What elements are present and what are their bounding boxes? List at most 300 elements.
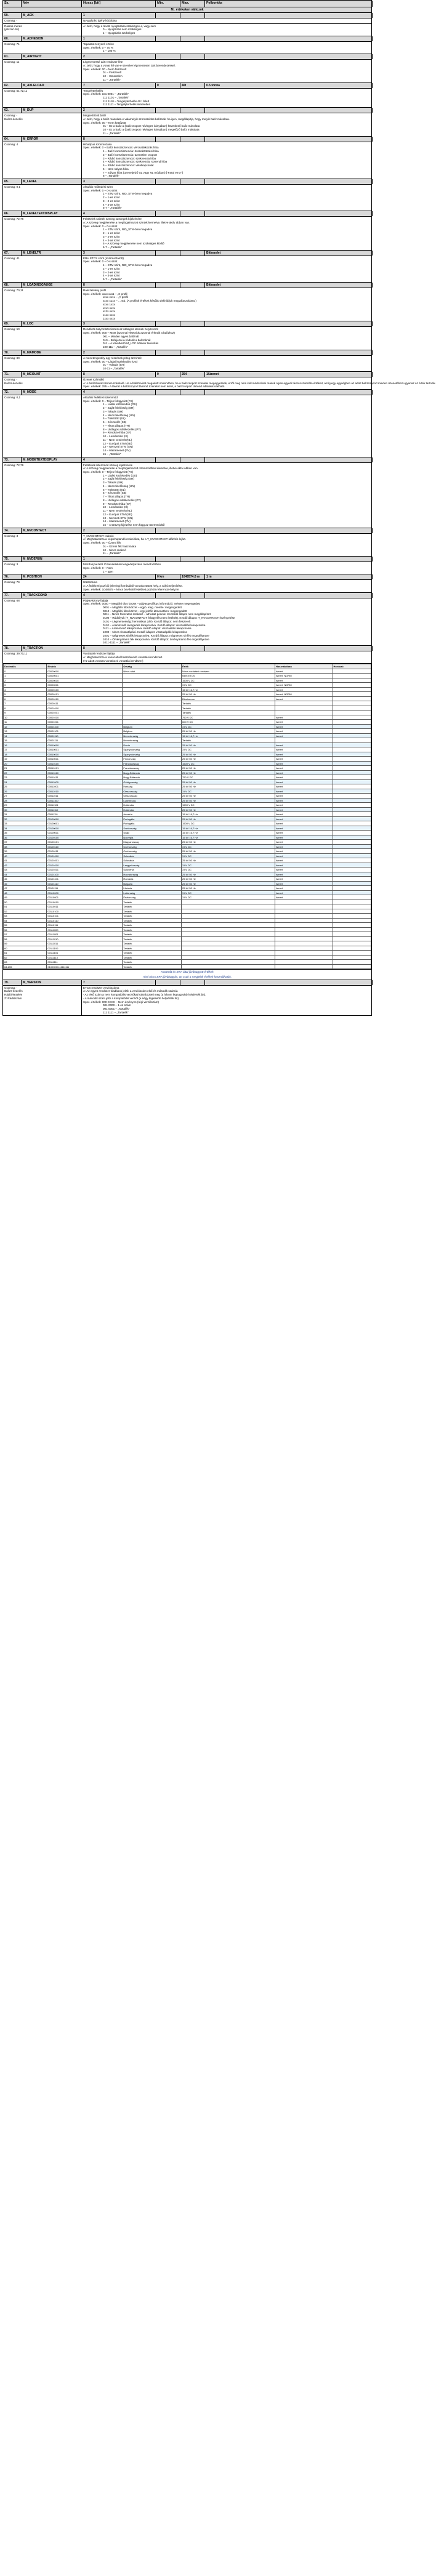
traction-cell: 00100001 [47,821,123,826]
traction-col-header: Decimális [4,664,47,669]
traction-cell: Ismert [275,872,333,877]
variable-length: 1 [82,557,156,561]
col-max: Max. [180,1,205,7]
traction-cell: 26 [4,789,47,794]
description-line: xx1x xxxx [103,310,115,313]
traction-cell: 45 [4,877,47,882]
traction-cell: 46 [4,881,47,886]
traction-cell: 00101001 [47,858,123,863]
traction-cell [182,955,275,960]
traction-row [4,900,371,904]
description-line: A: A szöveg megjelenése a megfogalmazott szintek kiemelve, illetve aktív abban van. [83,220,190,224]
description-line: Légmentessé zárt rendszer léte [83,60,123,64]
traction-cell: 23 [4,775,47,780]
traction-row [4,761,371,766]
traction-cell: Ismert [275,863,333,867]
traction-cell: 00001111 [47,738,123,743]
variable-length: 24 [82,574,156,579]
traction-row [4,752,371,757]
traction-cell: Ismert [275,886,333,891]
variable-resolution [205,321,373,326]
variable-number: 76. [3,574,22,579]
traction-cell [333,923,371,928]
description-line: 1 – Látási közlekedés (OS) [103,403,137,406]
traction-cell: Ismert [275,826,333,831]
variable-max [180,457,205,462]
variable-title-row [3,13,371,18]
variable-length: 8 [82,646,156,651]
traction-row [4,747,371,752]
traction-cell: Románia [123,877,182,882]
traction-cell [275,941,333,946]
traction-cell: 00011110 [47,807,123,812]
traction-row [4,729,371,734]
variable-description [82,142,373,179]
variable-item [2,980,372,1016]
variable-detail-row [3,985,371,1015]
variable-description [82,24,373,36]
traction-cell: 00101000 [47,853,123,858]
traction-cell [333,914,371,919]
traction-cell: Tartalék [123,951,182,956]
description-line: 4 – Rádió konszisztencia: szekvencia, sorrend hiba [103,160,168,164]
traction-cell [275,927,333,932]
traction-cell: 3 kV DC [182,747,275,752]
variable-name: M_MODETEXTDISPLAY [22,457,82,462]
traction-cell: Lengyelország [123,863,182,867]
traction-cell: Ismert [275,798,333,803]
description-line: Aktuális működési szint [83,185,113,188]
traction-cell: Bulgária [123,881,182,886]
variable-max [180,251,205,256]
traction-col-header: Hordozó [333,664,371,669]
traction-cell: 51 [4,904,47,909]
traction-cell: Észtország [123,895,182,900]
traction-cell [182,932,275,937]
traction-cell: Tartalék [123,914,182,919]
variable-title-row [3,36,371,41]
traction-row [4,775,371,780]
variable-length: 1 [82,13,156,18]
traction-cell: Spanyolország [123,747,182,752]
traction-cell [275,918,333,923]
traction-cell: 63 [4,960,47,965]
traction-cell: Ismert [275,757,333,762]
traction-cell [275,936,333,941]
traction-cell [275,904,333,909]
variable-name: M_LEVEL [22,179,82,184]
traction-cell: 54 [4,918,47,923]
variable-number: 79. [3,980,22,985]
description-line: ERH ETCS szint (származtatott) [83,256,124,260]
traction-cell: Ismert [275,831,333,835]
traction-cell: 00011111 [47,812,123,817]
description-line: 7 – Tiltott állapot (TR) [103,495,130,499]
traction-cell: 34 [4,826,47,831]
traction-cell: 25 kV 50 Hz [182,840,275,845]
traction-cell [275,955,333,960]
variable-name: M_NVCONTACT [22,528,82,533]
variable-item [2,283,372,322]
description-line: 13 – Nemzeti STM (SN) [103,516,133,520]
description-line: Spec. értékek: 1048575 – Nincs bevihető fedélzeti pozíció referencia-helyzet [83,587,179,591]
traction-cell: 1500 V DC [182,678,275,683]
traction-row [4,794,371,799]
traction-cell [123,710,182,715]
variable-description [82,288,373,321]
traction-cell: 64-255 [4,964,47,969]
variable-number: 67. [3,251,22,256]
traction-cell [333,844,371,849]
description-line: 10 – Lemásolás (IS) [103,435,129,438]
traction-cell [182,946,275,951]
traction-cell: Ismert [275,669,333,674]
description-line: 001 – Minden egyes balíznál [103,334,139,338]
variable-item [2,528,372,557]
traction-cell [182,923,275,928]
variable-title-row [3,251,371,256]
traction-cell [333,886,371,891]
description-line: 15 – „Tartalék” [103,452,121,456]
traction-cell: Ismert [275,895,333,900]
variable-name: M_NVDERUN [22,557,82,561]
traction-cell: Ismert [275,678,333,683]
variable-max [180,36,205,41]
description-line: 2 – 1-es szint [103,231,120,235]
traction-cell [333,881,371,886]
variable-detail-row [3,561,371,574]
traction-cell: Ismert, NORM [275,683,333,688]
traction-cell: Németország [123,733,182,738]
description-line: 1 – Balíz konszisztencia: összeköttetési hiba [103,150,159,153]
variable-packet-info: Csomag: 50 [3,327,82,349]
traction-cell [333,752,371,757]
traction-cell: 59 [4,941,47,946]
traction-cell: Norvégia [123,835,182,840]
description-line: 9 – Rendszerhiba (SF) [103,431,132,435]
variable-resolution: 1 m [205,574,373,579]
variable-description [82,42,373,54]
description-line: Aktuális fedélzeti üzemmód [83,396,118,400]
traction-cell: Ismert [275,840,333,845]
traction-cell [123,701,182,706]
traction-cell: Svájc [123,831,182,835]
traction-cell: 27 [4,794,47,799]
description-line: 1 – Nyugtázás szükséges [103,31,135,35]
traction-cell: 00011001 [47,784,123,789]
traction-cell: Ismert [275,775,333,780]
traction-cell [333,890,371,895]
traction-cell: 00000010 [47,678,123,683]
traction-cell: 1500 V DC [182,803,275,808]
traction-cell: 55 [4,923,47,928]
variable-item [2,83,372,108]
variable-number: 60. [3,36,22,41]
description-line: 5-7 – „Tartalék” [103,278,122,281]
traction-cell: 7 [4,701,47,706]
variable-title-row [3,83,371,88]
description-line: 01 – Tolatás (SH) [103,363,125,367]
traction-cell: 00001101 [47,729,123,734]
traction-cell: 00000100 [47,687,123,692]
description-line: Spec. értékek: 000 – Most (azonnal vétetniük azonnal érkezik a balízhoz) [83,331,175,335]
variable-item [2,54,372,83]
traction-cell: Tartalék [182,738,275,743]
variable-name: M_VERSION [22,980,82,985]
variable-packet-info: Csomag: 41 [3,256,82,282]
variable-length: 1 [82,36,156,41]
description-line: Spec. értékek: 00 – Nem kettőzött [83,121,126,124]
traction-cell: 00111010 [47,936,123,941]
traction-cell: 3 [4,683,47,688]
variable-packet-info: Csomag: 51,72,11 [3,89,82,108]
traction-cell: 13 [4,729,47,734]
traction-cell: Tartalék [182,701,275,706]
description-line: 4 – 3-as szint [103,203,120,206]
variable-resolution: 0.5 tonna [205,83,373,88]
variable-resolution: Bitkezelet [205,251,373,256]
traction-row [4,683,371,688]
traction-row [4,863,371,867]
traction-cell [333,904,371,909]
traction-cell: 00110000 [47,890,123,895]
variable-max [180,179,205,184]
traction-cell [333,674,371,678]
traction-cell: Portugália [123,821,182,826]
traction-row [4,904,371,909]
description-line: 3 – 2-es szint [103,235,120,238]
traction-cell: Ismert [275,890,333,895]
traction-row [4,941,371,946]
description-line: 3 – 2-es szint [103,270,120,274]
variable-resolution [205,137,373,142]
description-line: 13 – Nemzeti STM (SN) [103,445,133,449]
traction-cell: Tartalék [123,900,182,904]
variable-length: 4 [82,211,156,216]
traction-cell [333,784,371,789]
traction-cell: 30 [4,807,47,812]
traction-cell [333,789,371,794]
traction-cell [333,867,371,872]
variable-detail-row [3,23,371,36]
description-line: Pályaviszony fajtája [83,598,108,602]
traction-cell [275,738,333,743]
traction-row [4,840,371,845]
variable-min [156,390,180,395]
variable-length: 7 [82,83,156,88]
traction-cell: 00011010 [47,789,123,794]
variable-resolution [205,528,373,533]
variable-max: 254 [180,372,205,377]
description-line: Spec. értékek: 101 0001 – „Tartalék” [83,92,129,96]
traction-cell: 43 [4,867,47,872]
description-line: Spec. értékek: 0000 – Megállni tilos körzet – pályaspecifikus információ: mérete megengedett [83,602,200,606]
description-line: xxxx xx1x – „Y profil [103,296,128,299]
traction-cell: 00011011 [47,794,123,799]
traction-cell [333,849,371,854]
traction-cell [275,706,333,710]
variable-length: 7 [82,980,156,985]
variable-packet-info: Csomag: 4 [3,142,82,179]
traction-row [4,807,371,812]
variable-item [2,390,372,457]
traction-cell: Tartalék [123,960,182,965]
traction-cell [333,775,371,780]
description-line: 4 – Nincs felelősség (UN) [103,484,135,488]
traction-cell: 3 kV DC [182,867,275,872]
traction-cell: Ismert [275,779,333,784]
variable-title-row [3,108,371,113]
traction-cell [333,678,371,683]
traction-cell [182,964,275,969]
variable-number: 59. [3,13,22,18]
description-line: 3 – Rádió konszisztencia: szekvencia hiba [103,156,156,160]
variable-detail-row [3,59,371,82]
variable-length: 2 [82,350,156,355]
traction-cell: Bisztromos [182,696,275,701]
traction-row [4,779,371,784]
traction-cell [275,909,333,914]
traction-cell [275,900,333,904]
traction-cell: 12 [4,724,47,729]
traction-cell: 25 kV 50 Hz [182,752,275,757]
traction-cell: 00011000 [47,779,123,784]
variable-title-row [3,179,371,184]
traction-cell: 42 [4,863,47,867]
traction-cell: 29 [4,803,47,808]
traction-cell: 00101111 [47,886,123,891]
traction-cell: Ismert [275,789,333,794]
traction-cell: 00000110 [47,696,123,701]
traction-cell: 0 [4,669,47,674]
traction-cell: Ausztria [123,812,182,817]
traction-cell: 00100111 [47,849,123,854]
traction-cell: Csehország [123,849,182,854]
variable-description [82,256,373,282]
traction-cell: Belgium [123,729,182,734]
traction-cell: 3 kV DC [182,853,275,858]
traction-cell: Horvátország [123,872,182,877]
description-line: Spec. értékek: 0 – 70 % [83,46,113,49]
variable-description [82,113,373,135]
variable-description [82,463,373,528]
variable-detail-row [3,288,371,321]
traction-cell [333,927,371,932]
traction-cell: Ismert [275,743,333,747]
description-line: A: A balíztávirat üzenet-számláló. Ha a balíztávirat megadott sorrendben, ha a balízcsoport üzenetei megegyeznek, erről még nem kell módosítani mások olyan egyedi távirat-számláló értékeit, amíg egy egységben az adott balízcsoport minden üzenetéhez ugyanaz az érték tartozik. [83,381,436,385]
variable-number: 66. [3,211,22,216]
traction-cell: 3 kV DC [182,683,275,688]
traction-cell: 00110110 [47,918,123,923]
description-line: 8 – Utólagos adatkezelés (PT) [103,498,141,502]
traction-cell: 24 [4,779,47,784]
description-line: Rakszelvény profil [83,288,107,292]
variable-packet-info: Csomag: 3 [3,534,82,556]
traction-cell [275,701,333,706]
description-line: Megkettőzött balíz [83,114,107,118]
variable-title-row [3,390,371,395]
variable-detail-row [3,462,371,528]
traction-cell: 25 kV 50 Hz [182,784,275,789]
description-line: 5 – Tükrözött (SL) [103,417,126,421]
traction-row [4,918,371,923]
traction-cell: Nagy-Britannia [123,775,182,780]
variable-detail-row [3,395,371,456]
traction-cell [333,733,371,738]
variable-number: 61. [3,54,22,59]
traction-row [4,886,371,891]
traction-cell [333,701,371,706]
traction-cell: Lettország [123,890,182,895]
variable-detail-row [3,18,371,23]
description-line: 1xxx xxxx [103,316,115,320]
traction-col-header: Használatban [275,664,333,669]
traction-row [4,895,371,900]
description-line: A: Jelzi, hogy a távolli nyugtázása szükséges-e, vagy sem [83,24,156,28]
variable-number: 75. [3,557,22,561]
variable-name: M_ACK [22,13,82,18]
traction-col-header: Érték [182,664,275,669]
traction-cell: 48 [4,890,47,895]
description-line: T_NVCONTACT reakció [83,534,114,537]
traction-cell [123,692,182,697]
traction-cell: Görögország [123,779,182,784]
description-line: 8 – Utólagos adatkezelés (PT) [103,427,141,431]
description-line: 0100 – Rádiólyuk (T_NVCONTACT felügyelés nem értékelt). Kezdő állapot: T_NVCONTACT érvényelése [103,616,235,620]
traction-cell: 57 [4,932,47,937]
variable-resolution [205,179,373,184]
traction-cell: 25 kV 50 Hz [182,692,275,697]
traction-cell: 3 kV DC [182,844,275,849]
traction-row [4,789,371,794]
traction-cell: 39 [4,849,47,854]
traction-cell: Nincs adat [123,669,182,674]
traction-cell: Ismert [275,867,333,872]
traction-cell: Dánia [123,743,182,747]
traction-cell: 25 kV 50 Hz [182,858,275,863]
variable-number: 63. [3,108,22,113]
traction-cell: Ismert [275,784,333,789]
traction-cell: Ismert, NORM [275,674,333,678]
traction-cell: 00101011 [47,867,123,872]
traction-cell: Tartalék [123,932,182,937]
traction-row [4,964,371,969]
traction-cell: 28 [4,798,47,803]
description-line: 01 – Ez a balíz a (balízcsoport névleges irányában) következő balíz másolata [103,124,200,128]
variable-description [82,89,373,108]
col-felbontas: Felbontás [205,1,373,7]
traction-row [4,821,371,826]
traction-cell: 00111001 [47,932,123,937]
description-line: Spec. értékek: 0 – Balíz konszisztencia: vércsatlakozás hiba [83,146,159,150]
description-line: Rendőrök helyzetszerűsítési az utólagos elemek helyzetéről [83,328,159,331]
col-nev: Név [22,1,82,7]
traction-cell: Nem ETCS [182,674,275,678]
variable-description [82,986,373,1015]
traction-cell: 3 kV DC [182,789,275,794]
traction-row [4,849,371,854]
variable-length: 2 [82,528,156,533]
traction-cell: 25 kV 50 Hz [182,743,275,747]
traction-cell: 00111110 [47,955,123,960]
traction-cell: 18 [4,752,47,757]
traction-cell [333,794,371,799]
variable-resolution [205,54,373,59]
traction-cell: 600 V DC [182,720,275,725]
variable-number: 74. [3,528,22,533]
description-line: 5 – Tükrözött (SL) [103,488,126,491]
traction-cell: Spanyolország [123,752,182,757]
